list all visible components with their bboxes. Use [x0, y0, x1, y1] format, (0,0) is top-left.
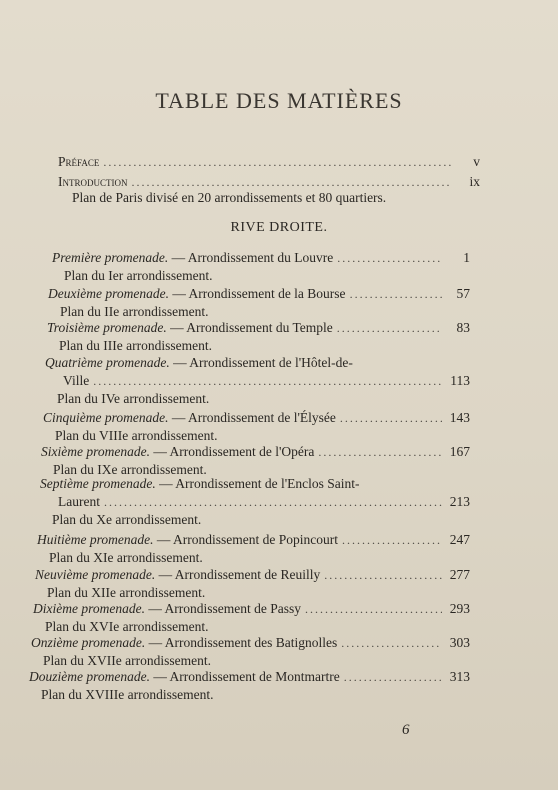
toc-page: 83	[456, 320, 470, 335]
toc-entry-continuation	[58, 494, 470, 510]
section-heading: RIVE DROITE.	[230, 220, 328, 235]
plan-line: Plan du XIe arrondissement.	[49, 550, 203, 565]
plan-line: Plan du IVe arrondissement.	[57, 391, 210, 406]
toc-page: 303	[449, 635, 470, 650]
leader-dots	[337, 251, 442, 266]
promenade-label: Première promenade.	[52, 250, 169, 265]
toc-page: 293	[449, 601, 470, 616]
toc-label: Préface	[58, 154, 100, 169]
toc-entry	[33, 601, 470, 617]
leader-dots	[318, 445, 442, 460]
arrondissement-text: — Arrondissement du Louvre	[168, 250, 334, 265]
promenade-label: Douzième promenade.	[29, 669, 150, 684]
promenade-label: Dixième promenade.	[33, 601, 145, 616]
leader-dots	[132, 175, 453, 190]
leader-dots	[344, 670, 442, 685]
toc-entry-introduction	[58, 174, 480, 190]
promenade-label: Sixième promenade.	[41, 444, 150, 459]
plan-line: Plan du XVIIIe arrondissement.	[41, 687, 214, 702]
leader-dots	[324, 568, 442, 583]
arrondissement-text: — Arrondissement de Passy	[144, 601, 301, 616]
leader-dots	[337, 321, 442, 336]
promenade-label: Septième promenade.	[40, 476, 156, 491]
toc-entry	[43, 410, 470, 426]
leader-dots	[103, 155, 452, 170]
plan-line: Plan du XVIe arrondissement.	[45, 619, 209, 634]
toc-entry	[41, 444, 470, 460]
promenade-label: Onzième promenade.	[31, 635, 146, 650]
plan-line: Plan du IIIe arrondissement.	[59, 338, 212, 353]
toc-page: 113	[450, 373, 470, 388]
toc-entry	[52, 250, 470, 266]
toc-page: v	[473, 154, 480, 169]
arrondissement-text: — Arrondissement de la Bourse	[168, 286, 346, 301]
promenade-label: Cinquième promenade.	[43, 410, 169, 425]
toc-entry-preface	[58, 154, 480, 170]
page-title: TABLE DES MATIÈRES	[155, 88, 403, 113]
plan-line: Plan du Ier arrondissement.	[64, 268, 213, 283]
leader-dots	[93, 374, 442, 389]
toc-entry	[47, 320, 470, 336]
arrondissement-text: — Arrondissement de Popincourt	[153, 532, 338, 547]
leader-dots	[342, 533, 442, 548]
plan-line: Plan du IIe arrondissement.	[60, 304, 209, 319]
arrondissement-text: — Arrondissement de Reuilly	[155, 567, 321, 582]
page-number: 6	[402, 722, 410, 738]
toc-page: 213	[449, 494, 470, 509]
toc-page: 143	[449, 410, 470, 425]
leader-dots	[104, 495, 442, 510]
toc-page: 247	[449, 532, 470, 547]
continuation-text: Laurent	[58, 494, 100, 509]
plan-line: Plan du IXe arrondissement.	[53, 462, 207, 477]
toc-entry	[29, 669, 470, 685]
promenade-label: Quatrième promenade.	[45, 355, 170, 370]
toc-page: 277	[449, 567, 470, 582]
toc-page: 313	[449, 669, 470, 684]
arrondissement-text: — Arrondissement des Batignolles	[145, 635, 338, 650]
leader-dots	[340, 411, 442, 426]
promenade-label: Neuvième promenade.	[35, 567, 156, 582]
leader-dots	[350, 287, 442, 302]
plan-line: Plan du Xe arrondissement.	[52, 512, 202, 527]
toc-entry	[35, 567, 470, 583]
arrondissement-text: — Arrondissement de l'Élysée	[168, 410, 336, 425]
toc-entry	[40, 476, 440, 492]
toc-entry-continuation	[63, 373, 470, 389]
toc-entry	[48, 286, 470, 302]
toc-entry	[31, 635, 470, 651]
toc-page: 167	[449, 444, 470, 459]
plan-line: Plan du XIIe arrondissement.	[47, 585, 206, 600]
toc-page: 1	[463, 250, 470, 265]
leader-dots	[341, 636, 442, 651]
toc-entry	[37, 532, 470, 548]
promenade-label: Troisième promenade.	[47, 320, 167, 335]
arrondissement-text: — Arrondissement du Temple	[166, 320, 333, 335]
toc-label: Introduction	[58, 174, 128, 189]
plan-line: Plan du XVIIe arrondissement.	[43, 653, 211, 668]
leader-dots	[305, 602, 442, 617]
toc-page: 57	[456, 286, 470, 301]
toc-page: ix	[469, 174, 480, 189]
toc-entry	[45, 355, 440, 371]
promenade-label: Deuxième promenade.	[48, 286, 169, 301]
plan-note: Plan de Paris divisé en 20 arrondissements et 80 quartiers.	[72, 190, 387, 205]
arrondissement-text: — Arrondissement de l'Enclos Saint-	[155, 476, 360, 491]
continuation-text: Ville	[63, 373, 90, 388]
arrondissement-text: — Arrondissement de l'Hôtel-de-	[169, 355, 353, 370]
plan-line: Plan du VIIIe arrondissement.	[55, 428, 218, 443]
arrondissement-text: — Arrondissement de Montmartre	[149, 669, 340, 684]
promenade-label: Huitième promenade.	[37, 532, 154, 547]
arrondissement-text: — Arrondissement de l'Opéra	[149, 444, 315, 459]
